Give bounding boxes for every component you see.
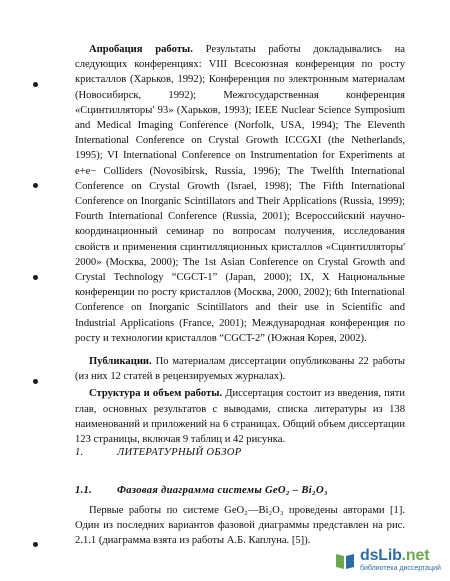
margin-bullet xyxy=(33,275,38,280)
section-paragraph: Первые работы по системе GeO₂—Bi₂O₃ проведены авторами [1]. Один из последних вариантов фазовой диаграммы представлен на рис. 2.1.1 (диаграмма взята из работы А.Б. Каплуна. [5]). xyxy=(75,505,405,547)
chapter-number: 1. xyxy=(75,447,84,458)
margin-bullet xyxy=(33,82,38,87)
chapter-title: ЛИТЕРАТУРНЫЙ ОБЗОР xyxy=(117,447,242,458)
section-body xyxy=(75,503,405,549)
structure-paragraph xyxy=(75,386,405,447)
book-icon xyxy=(334,551,356,571)
publications-paragraph xyxy=(75,354,405,384)
section-title: Фазовая диаграмма системы GeO₂ – Bi₂O₃ xyxy=(117,485,328,496)
watermark-brand-part2: .net xyxy=(401,547,430,564)
watermark-brand-part1: dsLib xyxy=(360,547,402,564)
approbation-label: Апробация работы. xyxy=(89,44,193,55)
publications-text: По материалам диссертации опубликованы 22 работы (из них 12 статей в рецензируемых журналах). xyxy=(75,356,405,383)
margin-bullet xyxy=(33,379,38,384)
structure-text: Диссертация состоит из введения, пяти глав, основных результатов с выводами, списка литературы из 138 наименований и приложений на 6 страницах. Общий объем диссертации 123 страницы, включая 9 таблиц и 42 рисунка. xyxy=(75,388,405,446)
publications-label: Публикации. xyxy=(89,356,152,368)
approbation-paragraph xyxy=(75,42,405,346)
structure-label: Структура и объем работы. xyxy=(89,388,223,400)
watermark-subtitle: библиотека диссертаций xyxy=(360,565,441,572)
section-number: 1.1. xyxy=(75,485,93,496)
margin-bullet xyxy=(33,183,38,188)
margin-bullet xyxy=(33,542,38,547)
watermark-brand xyxy=(360,547,429,565)
dslib-watermark[interactable] xyxy=(334,547,444,577)
main-text xyxy=(75,42,405,447)
approbation-text: Результаты работы докладывались на следующих конференциях: VIII Всесоюзная конференция по росту кристаллов (Харьков, 1992); Конференция по электронным материалам (Новосибирск, 1992); Межгосударственная конференция «Сцинтилляторы' 93» (Харьков, 1993); IEEE Nuclear Science Symposium and Medical Imaging Conference (Norfolk, USA, 1994); The Eleventh International Conference on Crystal Growth ICCGXI (the Netherlands, 1995); VI International Conference on Instrumentation for Experiments at e+e− Colliders (Novosibirsk, Russia, 1996); The Twelfth International Conference on Crystal Growth (Israel, 1998); The Fifth International Conference on Inorganic Scintillators and Their Applications (Russia, 1999); Fourth International Conference (Russia, 2001); Всероссийский научно-координационный семинар по вопросам получения, исследования свойств и применения сцинтилляционных кристаллов «Сцинтилляторы' 2000» (Москва, 2000); The 1st Asian Conference on Crystal Growth and Crystal Technology “CGCT-1” (Japan, 2000); IX, X Национальные конференции по росту кристаллов (Москва, 2000, 2002); 6th International Conference on Inorganic Scintillators and their use in Scientific and Industrial Applications (France, 2001); Международная конференция по росту и технологии кристаллов “CGCT-2” (Южная Корея, 2002). xyxy=(75,44,405,344)
